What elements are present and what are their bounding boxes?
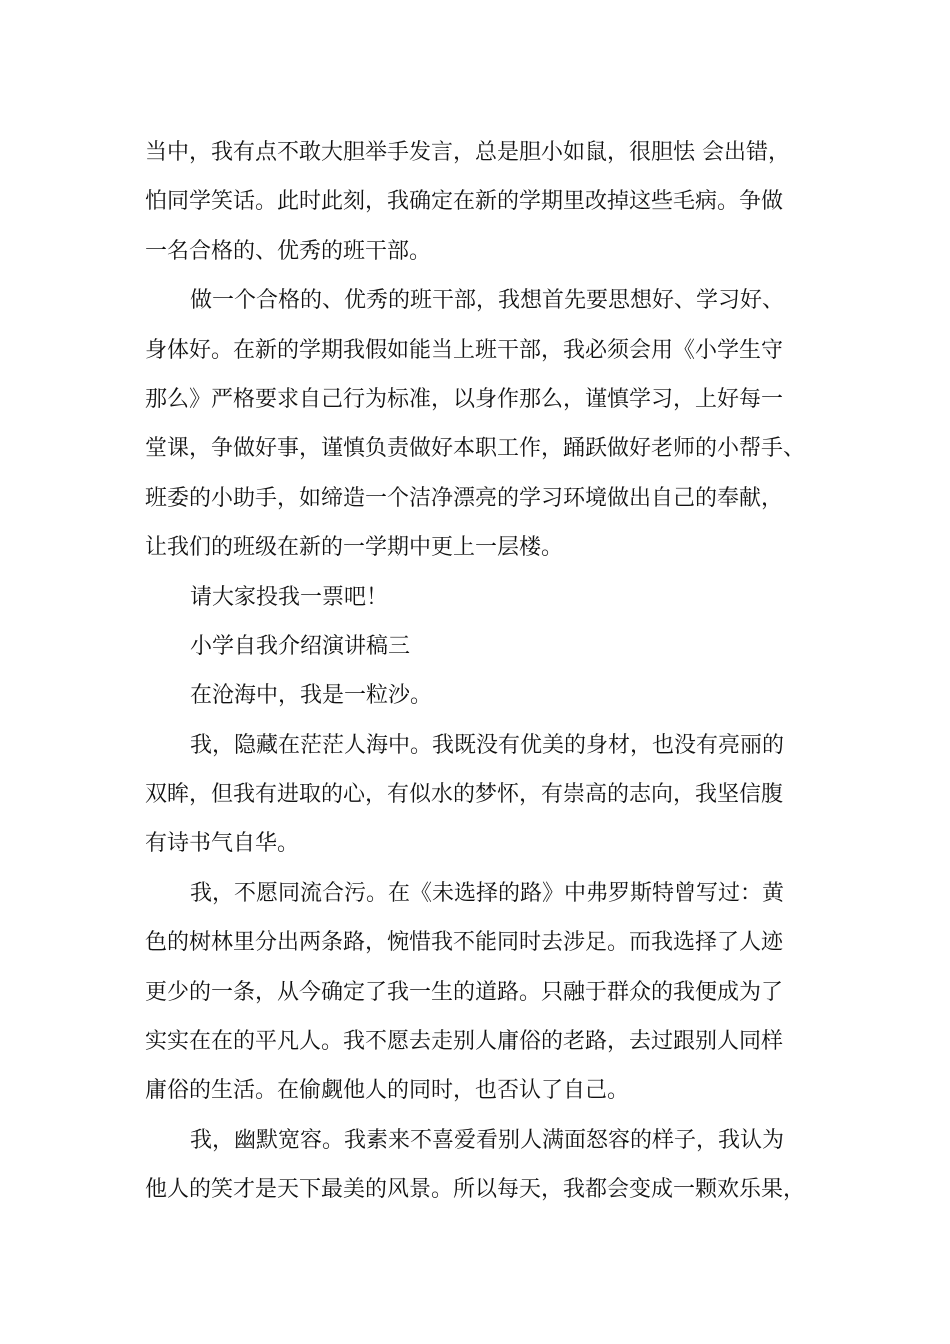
document-body [145,128,845,1215]
section-heading: 小学自我介绍演讲稿三 [190,633,411,659]
text-line: 班委的小助手，如缔造一个洁净漂亮的学习环境做出自己的奉献， [145,485,784,511]
text-line: 在沧海中，我是一粒沙。 [190,683,433,709]
text-line: 请大家投我一票吧！ [190,584,389,610]
text-line: 那么》严格要求自己行为标准，以身作那么，谨慎学习，上好每一 [145,386,784,412]
text-line: 一名合格的、优秀的班干部。 [145,238,432,264]
text-line: 有诗书气自华。 [145,831,300,857]
text-line: 色的树林里分出两条路，惋惜我不能同时去涉足。而我选择了人迹 [145,930,784,956]
text-line: 怕同学笑话。此时此刻，我确定在新的学期里改掉这些毛病。争做 [145,189,784,215]
text-line: 我，幽默宽容。我素来不喜爱看别人满面怒容的样子，我认为 [190,1127,785,1153]
text-line: 堂课，争做好事，谨慎负责做好本职工作，踊跃做好老师的小帮手、 [145,436,806,462]
text-line: 我，隐藏在茫茫人海中。我既没有优美的身材，也没有亮丽的 [190,732,785,758]
text-line: 我，不愿同流合污。在《未选择的路》中弗罗斯特曾写过：黄 [190,880,785,906]
text-line: 当中，我有点不敢大胆举手发言，总是胆小如鼠，很胆怯 会出错， [145,140,790,165]
text-line: 更少的一条，从今确定了我一生的道路。只融于群众的我便成为了 [145,979,784,1005]
text-line: 庸俗的生活。在偷觑他人的同时，也否认了自己。 [145,1078,630,1104]
text-line: 双眸，但我有进取的心，有似水的梦怀，有崇高的志向，我坚信腹 [145,782,784,808]
text-line: 实实在在的平凡人。我不愿去走别人庸俗的老路，去过跟别人同样 [145,1029,784,1055]
text-line: 做一个合格的、优秀的班干部，我想首先要思想好、学习好、 [190,288,785,314]
text-line: 身体好。在新的学期我假如能当上班干部，我必须会用《小学生守 [145,337,784,363]
text-line: 他人的笑才是天下最美的风景。所以每天，我都会变成一颗欢乐果， [145,1177,806,1203]
text-line: 让我们的班级在新的一学期中更上一层楼。 [145,535,564,561]
